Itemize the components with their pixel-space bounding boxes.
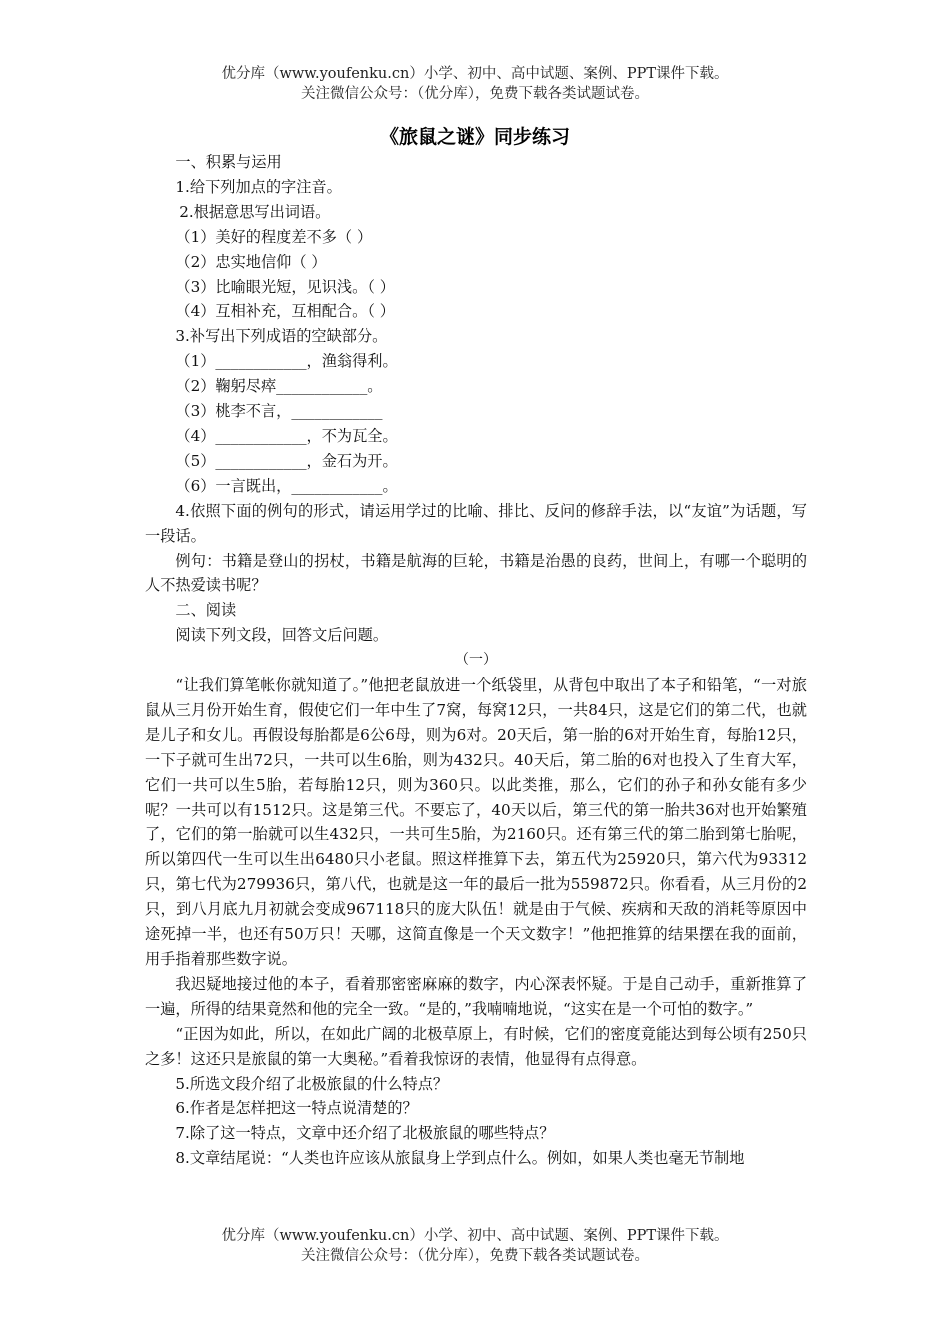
section-heading-1: 一、积累与运用 xyxy=(175,153,282,171)
footer-line-1: 优分库（www.youfenku.cn）小学、初中、高中试题、案例、PPT课件下载。 xyxy=(221,1228,729,1244)
document-title: 《旅鼠之谜》同步练习 xyxy=(379,126,570,148)
reading-paragraph: “正因为如此，所以，在如此广阔的北极草原上，有时候，它们的密度竟能达到每公顷有250只之多！这还只是旅鼠的第一大奥秘。”看着我惊讶的表情，他显得有点得意。 xyxy=(145,1024,807,1068)
page-footer xyxy=(0,1226,950,1266)
page-header xyxy=(0,64,950,104)
reading-question: 7.除了这一特点，文章中还介绍了北极旅鼠的哪些特点？ xyxy=(175,1124,555,1143)
q3-item: （6）一言既出，____________。 xyxy=(175,476,398,495)
reading-question: 5.所选文段介绍了北极旅鼠的什么特点？ xyxy=(175,1074,449,1093)
footer-line-2: 关注微信公众号：（优分库），免费下载各类试题试卷。 xyxy=(301,1248,649,1264)
q3-item: （5）____________，金石为开。 xyxy=(175,451,398,470)
q4-example: 例句：书籍是登山的拐杖，书籍是航海的巨轮，书籍是治愚的良药，世间上，有哪一个聪明的人不热爱读书呢？ xyxy=(145,551,807,595)
question-2: 2.根据意思写出词语。 xyxy=(179,202,331,221)
reading-question: 8.文章结尾说：“人类也许应该从旅鼠身上学到点什么。例如，如果人类也毫无节制地 xyxy=(175,1149,745,1168)
reading-paragraph: “让我们算笔帐你就知道了。”他把老鼠放进一个纸袋里，从背包中取出了本子和铅笔，“一对旅鼠从三月份开始生育，假使它们一年中生了7窝，每窝12只，一共84只，这是它们的第二代，也就是儿子和女儿。再假设每胎都是6公6母，则为6对。20天后，第一胎的6对开始生育，每胎12只，一下子就可生出72只，一共可以生6胎，则为432只。40天后，第二胎的6对也投入了生育大军，它们一共可以生5胎，若每胎12只，则为360只。以此类推，那么，它们的孙子和孙女能有多少呢？一共可以有1512只。这是第三代。不要忘了，40天以后，第三代的第一胎共36对也开始繁殖了，它们的第一胎就可以生432只，一共可生5胎，为2160只。还有第三代的第二胎到第七胎呢，所以第四代一生可以生出6480只小老鼠。照这样推算下去，第五代为25920只，第六代为93312只，第七代为279936只，第八代，也就是这一年的最后一批为559872只。你看看，从三月份的2只，到八月底九月初就会变成967118只的庞大队伍！就是由于气候、疾病和天敌的消耗等原因中途死掉一半，也还有50万只！天哪，这简直像是一个天文数字！”他把推算的结果摆在我的面前，用手指着那些数字说。 xyxy=(145,676,807,968)
section-heading-2: 二、阅读 xyxy=(175,601,237,620)
question-1: 1.给下列加点的字注音。 xyxy=(175,177,342,196)
reading-instruction: 阅读下列文段，回答文后问题。 xyxy=(175,626,389,645)
q3-item: （3）桃李不言，____________ xyxy=(175,402,383,421)
question-3: 3.补写出下列成语的空缺部分。 xyxy=(175,327,388,346)
q2-item: （4）互相补充，互相配合。（ ） xyxy=(175,302,395,321)
q3-item: （4）____________，不为瓦全。 xyxy=(175,426,398,445)
q2-item: （2）忠实地信仰（ ） xyxy=(175,252,327,271)
reading-question: 6.作者是怎样把这一特点说清楚的？ xyxy=(175,1099,418,1118)
header-line-1: 优分库（www.youfenku.cn）小学、初中、高中试题、案例、PPT课件下载。 xyxy=(221,66,729,82)
q2-item: （3）比喻眼光短，见识浅。（ ） xyxy=(175,277,395,296)
document-body xyxy=(145,150,807,1171)
q3-item: （2）鞠躬尽瘁____________。 xyxy=(175,377,383,396)
q3-item: （1）____________，渔翁得利。 xyxy=(175,352,398,371)
header-line-2: 关注微信公众号：（优分库），免费下载各类试题试卷。 xyxy=(301,86,649,102)
question-4: 4.依照下面的例句的形式，请运用学过的比喻、排比、反问的修辞手法，以“友谊”为话题，写一段话。 xyxy=(145,501,807,545)
reading-paragraph: 我迟疑地接过他的本子，看着那密密麻麻的数字，内心深表怀疑。于是自己动手，重新推算了一遍，所得的结果竟然和他的完全一致。“是的，”我喃喃地说，“这实在是一个可怕的数字。” xyxy=(145,974,807,1018)
q2-item: （1）美好的程度差不多（ ） xyxy=(175,227,373,246)
reading-part-label: （一） xyxy=(455,652,497,669)
